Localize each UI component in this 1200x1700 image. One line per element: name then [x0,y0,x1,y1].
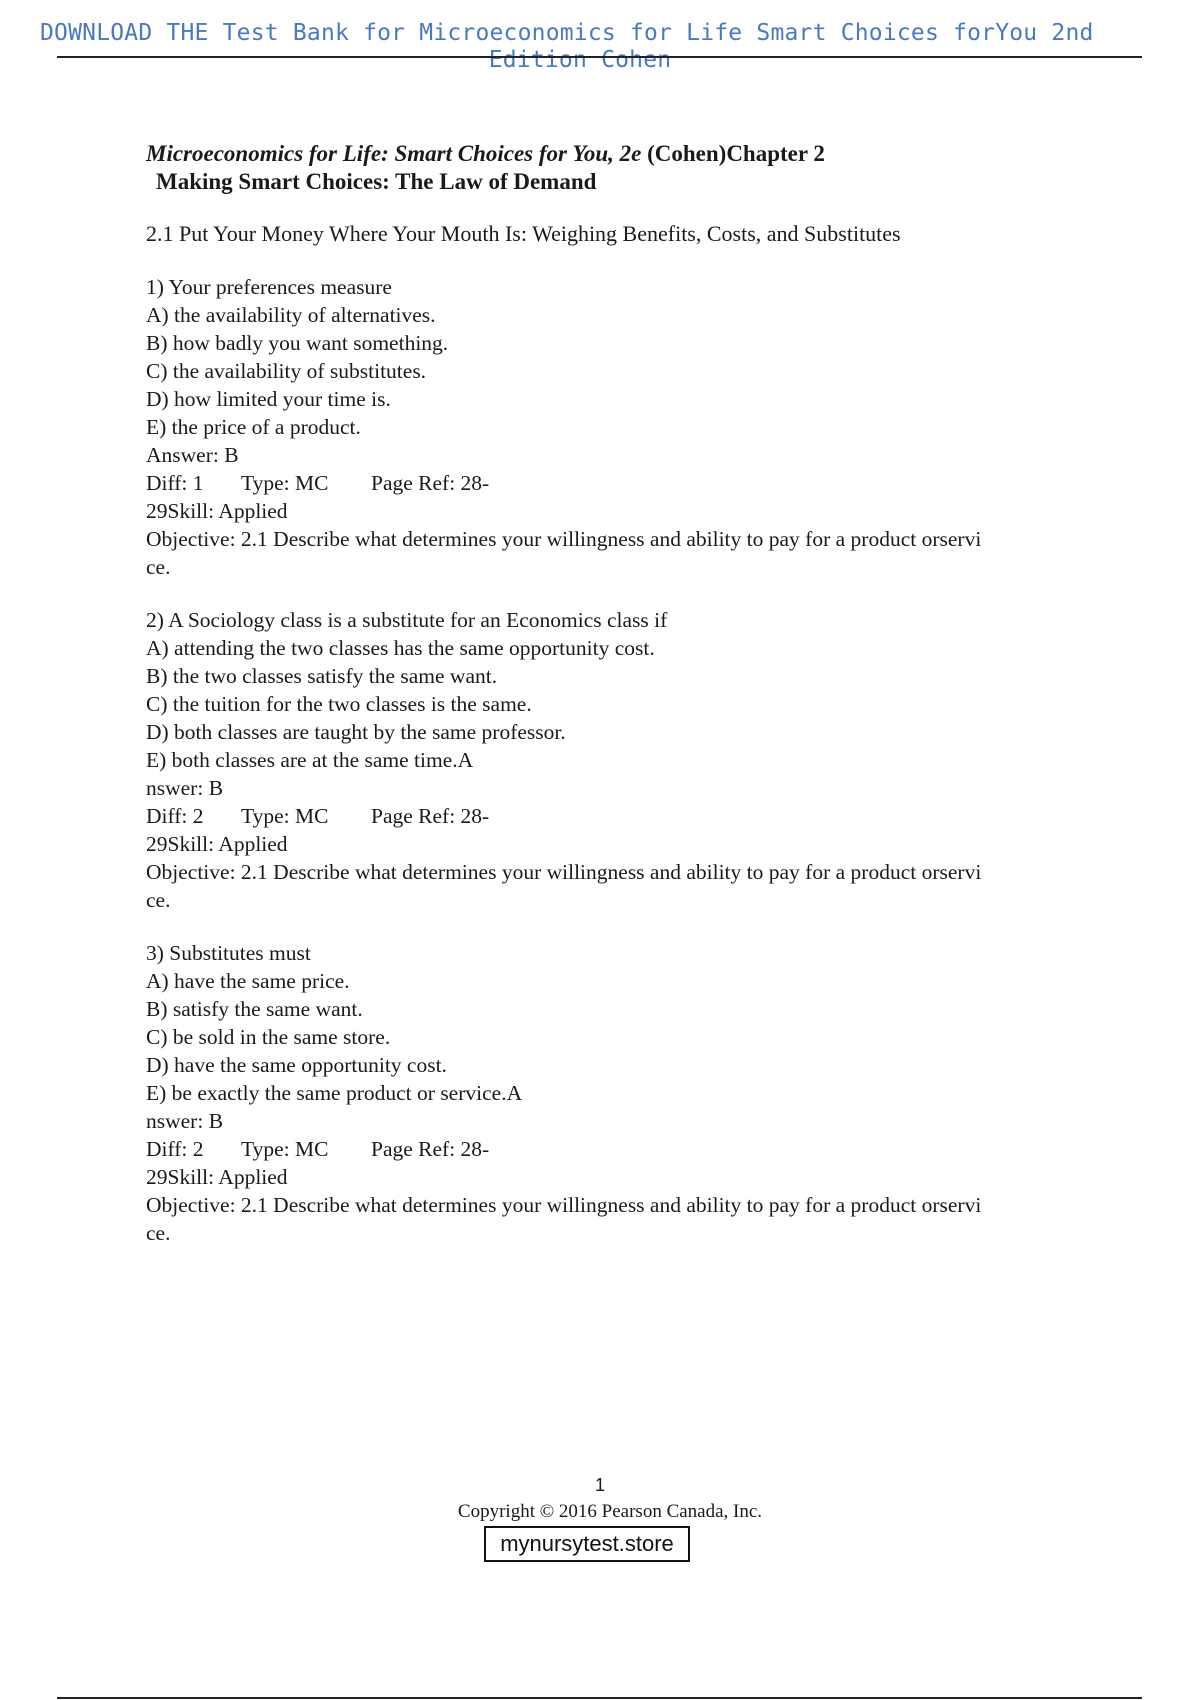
option-d: D) how limited your time is. [146,387,391,411]
bottom-divider [57,1697,1142,1699]
page-ref: Page Ref: 28- [371,1137,490,1161]
document-body [146,140,1066,1247]
difficulty: Diff: 2 [146,1137,204,1161]
question-type: Type: MC [241,1137,329,1161]
question-stem: 1) Your preferences measure [146,275,392,299]
question-type: Type: MC [241,804,329,828]
objective: Objective: 2.1 Describe what determines your willingness and ability to pay for a product orservi [146,527,982,551]
copyright: Copyright © 2016 Pearson Canada, Inc. [457,1501,763,1522]
download-banner[interactable] [40,20,1200,74]
skill: 29Skill: Applied [146,1165,288,1189]
section-heading: 2.1 Put Your Money Where Your Mouth Is: Weighing Benefits, Costs, and Substitutes [146,221,901,246]
objective-tail: ce. [146,555,171,579]
difficulty: Diff: 1 [146,471,204,495]
skill: 29Skill: Applied [146,832,288,856]
banner-line-2[interactable]: Edition Cohen [488,47,672,73]
option-c: C) be sold in the same store. [146,1025,391,1049]
objective: Objective: 2.1 Describe what determines your willingness and ability to pay for a product orservi [146,860,982,884]
chapter-label: (Cohen)Chapter 2 [641,141,825,166]
question-1 [146,273,1066,581]
option-a: A) have the same price. [146,969,350,993]
answer: Answer: B [146,443,239,467]
objective: Objective: 2.1 Describe what determines your willingness and ability to pay for a product orservi [146,1193,982,1217]
question-stem: 3) Substitutes must [146,941,311,965]
answer: nswer: B [146,1109,224,1133]
option-c: C) the tuition for the two classes is the same. [146,692,532,716]
objective-tail: ce. [146,1221,171,1245]
option-e: E) both classes are at the same time.A [146,748,474,772]
page-ref: Page Ref: 28- [371,471,490,495]
banner-line-1[interactable]: DOWNLOAD THE Test Bank for Microeconomics for Life Smart Choices forYou 2nd [40,20,1094,46]
difficulty: Diff: 2 [146,804,204,828]
question-3 [146,939,1066,1247]
chapter-title [146,140,1066,196]
page-ref: Page Ref: 28- [371,804,490,828]
skill: 29Skill: Applied [146,499,288,523]
question-2 [146,606,1066,914]
store-link[interactable]: mynursytest.store [484,1526,690,1562]
meta-line [146,1135,1066,1163]
option-b: B) satisfy the same want. [146,997,363,1021]
option-c: C) the availability of substitutes. [146,359,427,383]
book-title: Microeconomics for Life: Smart Choices for You, 2e [146,141,642,166]
meta-line [146,469,1066,497]
chapter-subtitle: Making Smart Choices: The Law of Demand [156,169,597,194]
top-divider [57,56,1142,58]
meta-line [146,802,1066,830]
option-b: B) the two classes satisfy the same want. [146,664,498,688]
answer: nswer: B [146,776,224,800]
question-type: Type: MC [241,471,329,495]
option-d: D) both classes are taught by the same professor. [146,720,566,744]
option-a: A) the availability of alternatives. [146,303,436,327]
page-number: 1 [594,1475,605,1495]
option-b: B) how badly you want something. [146,331,449,355]
option-a: A) attending the two classes has the same opportunity cost. [146,636,655,660]
question-stem: 2) A Sociology class is a substitute for an Economics class if [146,608,668,632]
option-e: E) be exactly the same product or service.A [146,1081,523,1105]
objective-tail: ce. [146,888,171,912]
option-d: D) have the same opportunity cost. [146,1053,447,1077]
option-e: E) the price of a product. [146,415,361,439]
